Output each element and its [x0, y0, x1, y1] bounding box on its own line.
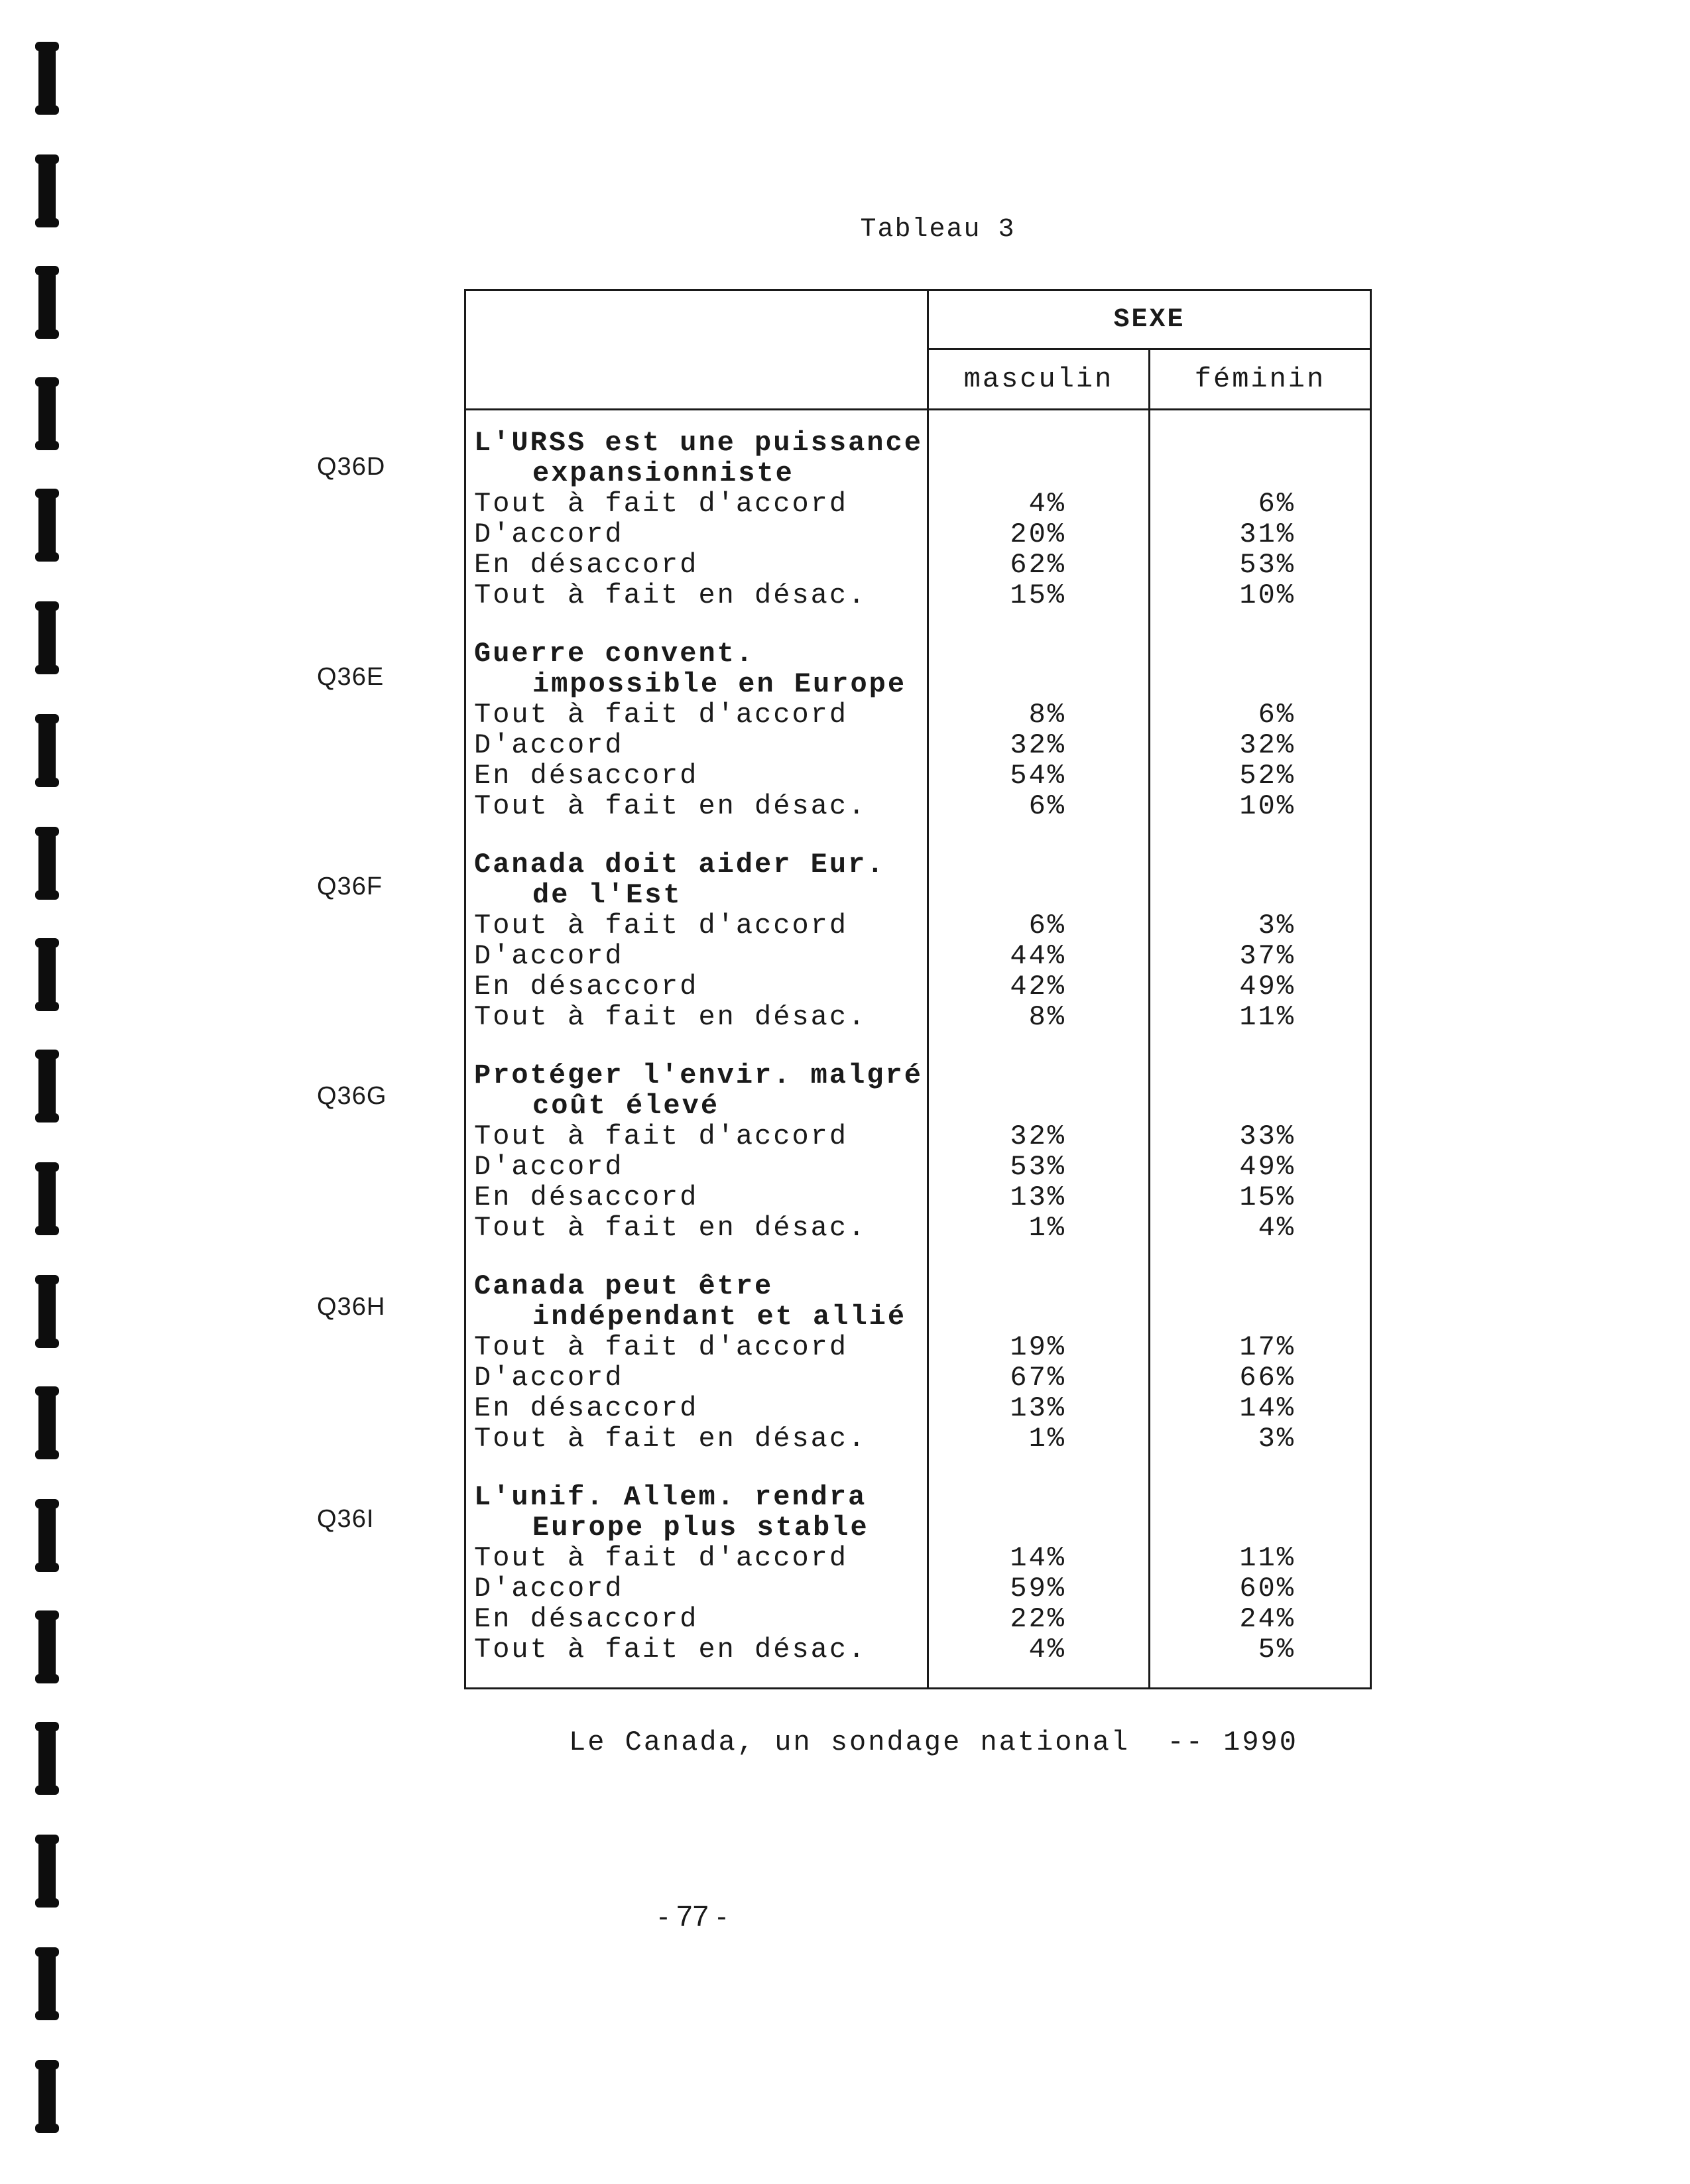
value-cell: 54%	[1010, 760, 1066, 792]
value-cell: 52%	[1239, 760, 1296, 792]
punch-hole	[38, 829, 56, 898]
response-label: D'accord	[474, 1573, 624, 1605]
value-block	[929, 849, 1148, 1060]
value-cell: 60%	[1239, 1573, 1296, 1605]
value-block	[929, 1482, 1148, 1674]
question-code: Q36G	[317, 1082, 387, 1110]
value-cell: 19%	[1010, 1331, 1066, 1363]
value-cell: 59%	[1010, 1573, 1066, 1605]
value-cell: 14%	[1239, 1392, 1296, 1424]
response-label: Tout à fait en désac.	[474, 579, 867, 611]
header-masculin: masculin	[928, 349, 1150, 410]
value-block	[929, 1271, 1148, 1482]
response-label: En désaccord	[474, 1392, 699, 1424]
punch-hole	[38, 2062, 56, 2131]
value-cell: 17%	[1239, 1331, 1296, 1363]
labels-column	[465, 410, 928, 1689]
punch-hole	[38, 44, 56, 113]
header-sexe: SEXE	[928, 290, 1371, 349]
masculin-column	[928, 410, 1150, 1689]
question-title: Guerre convent.	[474, 638, 755, 670]
value-cell: 15%	[1010, 579, 1066, 611]
response-label: Tout à fait en désac.	[474, 1212, 867, 1244]
punch-hole	[38, 1388, 56, 1457]
value-block	[1150, 428, 1370, 638]
response-label: Tout à fait en désac.	[474, 1634, 867, 1666]
question-title: L'unif. Allem. rendra	[474, 1481, 867, 1513]
value-cell: 11%	[1239, 1542, 1296, 1574]
punch-hole	[38, 1724, 56, 1793]
question-title: Canada peut être	[474, 1270, 774, 1302]
value-cell: 49%	[1239, 1151, 1296, 1183]
question-code: Q36E	[317, 663, 385, 691]
value-cell: 53%	[1010, 1151, 1066, 1183]
value-cell: 1%	[1028, 1212, 1066, 1244]
value-cell: 6%	[1258, 488, 1296, 520]
question-code: Q36F	[317, 873, 383, 900]
page-number: - 77 -	[658, 1900, 727, 1933]
question-block	[474, 1271, 927, 1482]
response-label: D'accord	[474, 940, 624, 972]
question-title-cont: impossible en Europe	[532, 668, 907, 700]
value-block	[1150, 1271, 1370, 1482]
question-code: Q36I	[317, 1505, 375, 1533]
response-label: D'accord	[474, 1362, 624, 1394]
question-title-cont: de l'Est	[532, 879, 682, 911]
punch-hole	[38, 1052, 56, 1121]
value-cell: 1%	[1028, 1423, 1066, 1455]
header-empty-cell	[465, 290, 928, 410]
question-block	[474, 849, 927, 1060]
question-title: Canada doit aider Eur.	[474, 849, 886, 880]
response-label: Tout à fait d'accord	[474, 1331, 849, 1363]
value-cell: 53%	[1239, 549, 1296, 581]
punch-hole	[38, 1277, 56, 1346]
response-label: Tout à fait en désac.	[474, 1423, 867, 1455]
value-cell: 42%	[1010, 971, 1066, 1002]
value-cell: 32%	[1010, 1121, 1066, 1152]
response-label: Tout à fait d'accord	[474, 1121, 849, 1152]
value-cell: 3%	[1258, 910, 1296, 941]
response-label: Tout à fait d'accord	[474, 1542, 849, 1574]
value-cell: 67%	[1010, 1362, 1066, 1394]
response-label: D'accord	[474, 729, 624, 761]
table-title: Tableau 3	[860, 215, 1016, 245]
punch-hole	[38, 940, 56, 1009]
question-title-cont: indépendant et allié	[532, 1301, 907, 1333]
value-block	[929, 428, 1148, 638]
feminin-column	[1150, 410, 1371, 1689]
value-cell: 13%	[1010, 1392, 1066, 1424]
value-cell: 37%	[1239, 940, 1296, 972]
value-cell: 33%	[1239, 1121, 1296, 1152]
source-caption: Le Canada, un sondage national -- 1990	[569, 1727, 1298, 1758]
punch-hole	[38, 379, 56, 448]
response-label: Tout à fait en désac.	[474, 790, 867, 822]
value-cell: 22%	[1010, 1603, 1066, 1635]
value-cell: 20%	[1010, 518, 1066, 550]
value-cell: 3%	[1258, 1423, 1296, 1455]
value-block	[1150, 849, 1370, 1060]
question-title-cont: Europe plus stable	[532, 1512, 869, 1544]
value-cell: 62%	[1010, 549, 1066, 581]
question-block	[474, 428, 927, 638]
question-code: Q36H	[317, 1293, 386, 1321]
punch-hole	[38, 491, 56, 560]
response-label: En désaccord	[474, 1182, 699, 1213]
question-block	[474, 1060, 927, 1271]
punch-hole	[38, 1501, 56, 1570]
value-block	[929, 638, 1148, 849]
response-label: En désaccord	[474, 971, 699, 1002]
value-cell: 15%	[1239, 1182, 1296, 1213]
response-label: Tout à fait d'accord	[474, 488, 849, 520]
value-cell: 49%	[1239, 971, 1296, 1002]
value-cell: 5%	[1258, 1634, 1296, 1666]
question-title: L'URSS est une puissance	[474, 427, 923, 459]
value-cell: 4%	[1028, 488, 1066, 520]
results-table	[464, 289, 1372, 1689]
punch-hole	[38, 716, 56, 785]
value-cell: 10%	[1239, 790, 1296, 822]
question-block	[474, 1482, 927, 1674]
response-label: Tout à fait d'accord	[474, 699, 849, 731]
response-label: En désaccord	[474, 549, 699, 581]
value-cell: 6%	[1028, 790, 1066, 822]
value-cell: 24%	[1239, 1603, 1296, 1635]
value-block	[1150, 1060, 1370, 1271]
value-cell: 6%	[1258, 699, 1296, 731]
value-cell: 10%	[1239, 579, 1296, 611]
value-cell: 32%	[1010, 729, 1066, 761]
punch-hole	[38, 268, 56, 337]
punch-hole	[38, 1949, 56, 2018]
punch-hole	[38, 603, 56, 672]
value-block	[1150, 1482, 1370, 1674]
question-block	[474, 638, 927, 849]
value-block	[1150, 638, 1370, 849]
response-label: D'accord	[474, 518, 624, 550]
question-title: Protéger l'envir. malgré	[474, 1060, 923, 1091]
value-cell: 4%	[1028, 1634, 1066, 1666]
value-cell: 44%	[1010, 940, 1066, 972]
question-title-cont: coût élevé	[532, 1090, 720, 1122]
response-label: Tout à fait d'accord	[474, 910, 849, 941]
header-feminin: féminin	[1150, 349, 1371, 410]
value-cell: 14%	[1010, 1542, 1066, 1574]
response-label: Tout à fait en désac.	[474, 1001, 867, 1033]
punch-hole	[38, 1164, 56, 1233]
punch-hole	[38, 1612, 56, 1681]
response-label: En désaccord	[474, 760, 699, 792]
question-code: Q36D	[317, 453, 386, 481]
value-block	[929, 1060, 1148, 1271]
value-cell: 8%	[1028, 699, 1066, 731]
punch-hole	[38, 1837, 56, 1906]
value-cell: 11%	[1239, 1001, 1296, 1033]
response-label: D'accord	[474, 1151, 624, 1183]
value-cell: 66%	[1239, 1362, 1296, 1394]
value-cell: 32%	[1239, 729, 1296, 761]
value-cell: 6%	[1028, 910, 1066, 941]
value-cell: 4%	[1258, 1212, 1296, 1244]
value-cell: 8%	[1028, 1001, 1066, 1033]
value-cell: 31%	[1239, 518, 1296, 550]
response-label: En désaccord	[474, 1603, 699, 1635]
question-title-cont: expansionniste	[532, 457, 794, 489]
binder-punch-holes	[34, 0, 61, 2184]
value-cell: 13%	[1010, 1182, 1066, 1213]
